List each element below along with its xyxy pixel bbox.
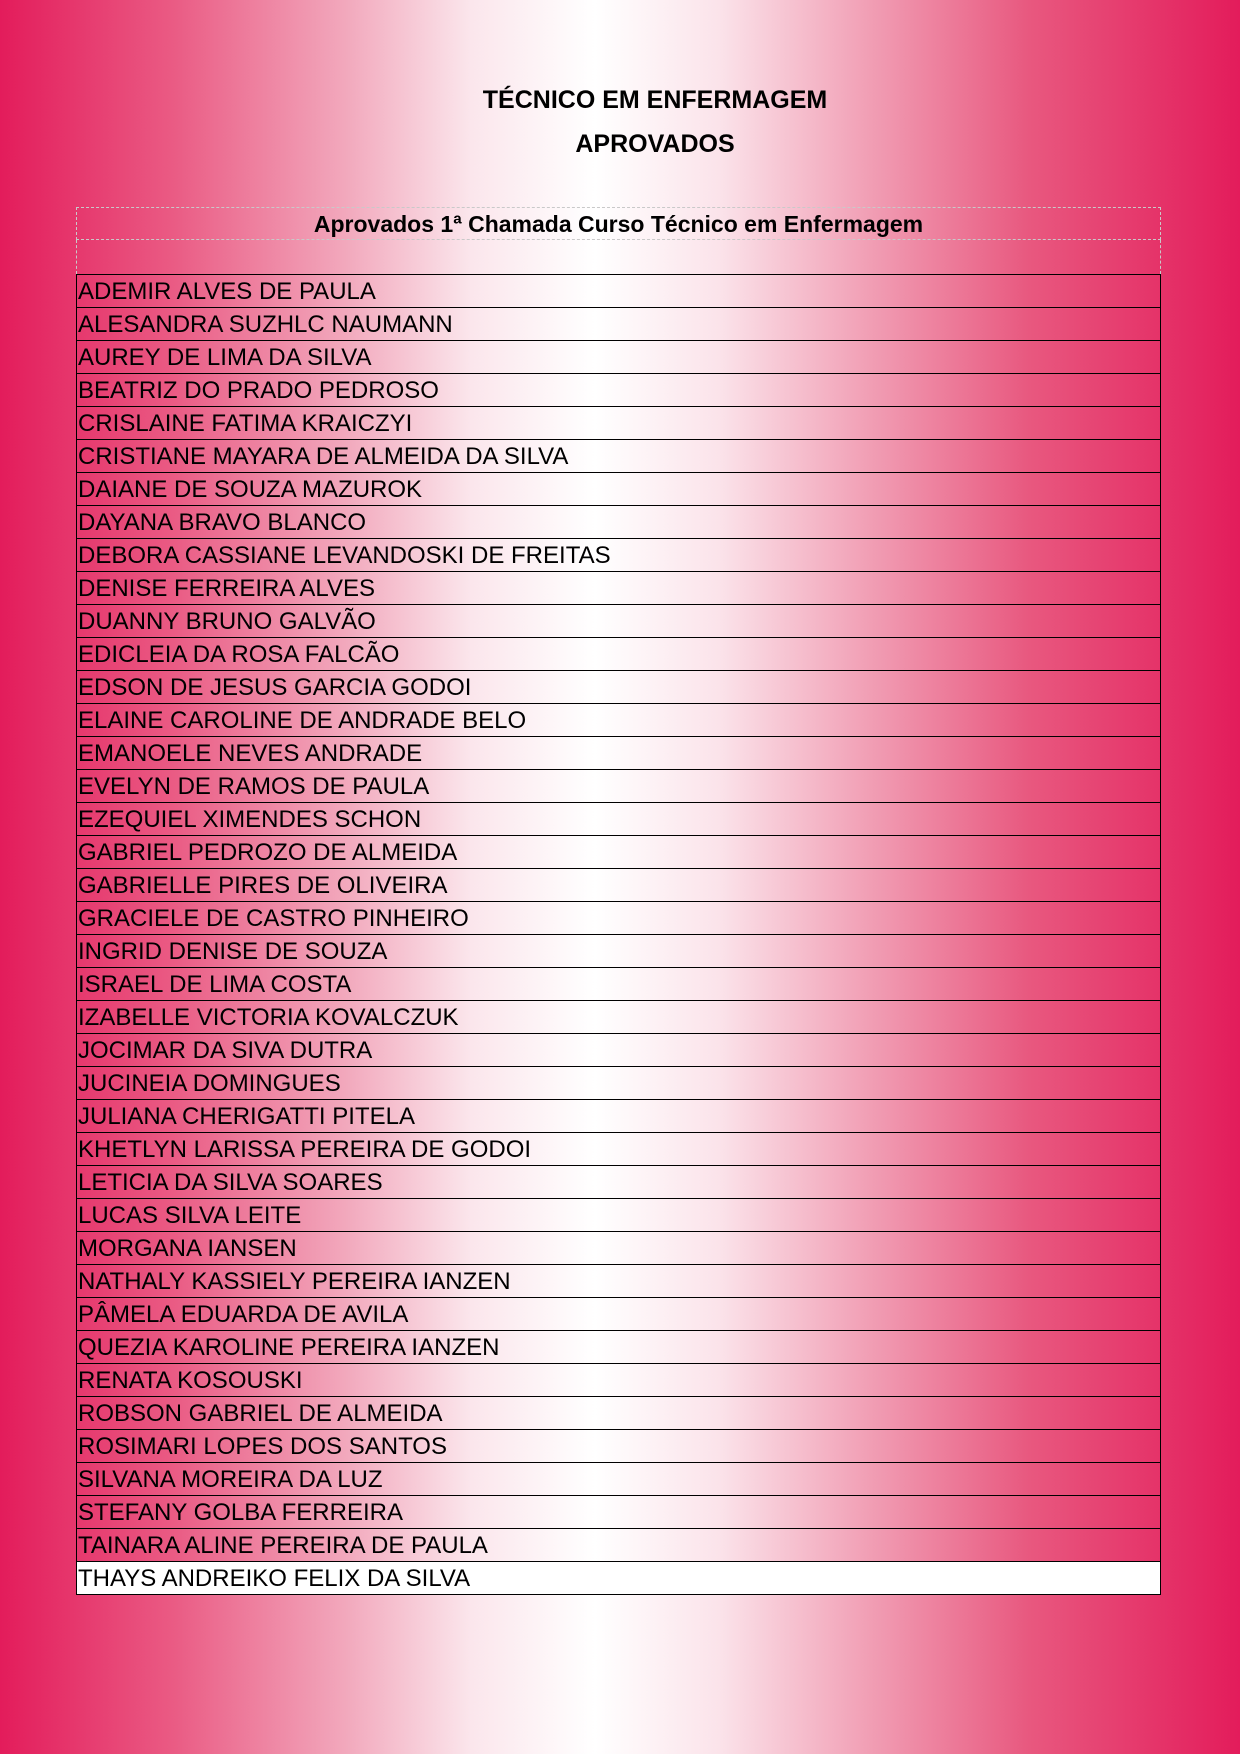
table-row: GRACIELE DE CASTRO PINHEIRO [77, 902, 1160, 935]
table-row: GABRIEL PEDROZO DE ALMEIDA [77, 836, 1160, 869]
table-row: DAIANE DE SOUZA MAZUROK [77, 473, 1160, 506]
table-row: ALESANDRA SUZHLC NAUMANN [77, 308, 1160, 341]
table-row: THAYS ANDREIKO FELIX DA SILVA [77, 1562, 1160, 1595]
table-row: TAINARA ALINE PEREIRA DE PAULA [77, 1529, 1160, 1562]
table-rows [76, 274, 1161, 1595]
table-row: SILVANA MOREIRA DA LUZ [77, 1463, 1160, 1496]
table-row: DENISE FERREIRA ALVES [77, 572, 1160, 605]
table-row: ROSIMARI LOPES DOS SANTOS [77, 1430, 1160, 1463]
table-row: QUEZIA KAROLINE PEREIRA IANZEN [77, 1331, 1160, 1364]
table-row: LUCAS SILVA LEITE [77, 1199, 1160, 1232]
table-row: EZEQUIEL XIMENDES SCHON [77, 803, 1160, 836]
table-row: ADEMIR ALVES DE PAULA [77, 275, 1160, 308]
table-row: CRISLAINE FATIMA KRAICZYI [77, 407, 1160, 440]
approved-table [76, 207, 1161, 1595]
table-row: DAYANA BRAVO BLANCO [77, 506, 1160, 539]
table-row: ISRAEL DE LIMA COSTA [77, 968, 1160, 1001]
table-row: JULIANA CHERIGATTI PITELA [77, 1100, 1160, 1133]
table-row: ROBSON GABRIEL DE ALMEIDA [77, 1397, 1160, 1430]
table-row: EVELYN DE RAMOS DE PAULA [77, 770, 1160, 803]
table-row: STEFANY GOLBA FERREIRA [77, 1496, 1160, 1529]
table-row: GABRIELLE PIRES DE OLIVEIRA [77, 869, 1160, 902]
title-block [0, 78, 1240, 166]
table-row: RENATA KOSOUSKI [77, 1364, 1160, 1397]
table-row: BEATRIZ DO PRADO PEDROSO [77, 374, 1160, 407]
table-row: EDSON DE JESUS GARCIA GODOI [77, 671, 1160, 704]
table-row: LETICIA DA SILVA SOARES [77, 1166, 1160, 1199]
table-row: CRISTIANE MAYARA DE ALMEIDA DA SILVA [77, 440, 1160, 473]
table-row: INGRID DENISE DE SOUZA [77, 935, 1160, 968]
header-spacer [76, 240, 1161, 274]
document-subtitle: APROVADOS [575, 130, 735, 158]
table-row: AUREY DE LIMA DA SILVA [77, 341, 1160, 374]
table-row: KHETLYN LARISSA PEREIRA DE GODOI [77, 1133, 1160, 1166]
table-header: Aprovados 1ª Chamada Curso Técnico em Enfermagem [76, 207, 1161, 240]
table-row: EMANOELE NEVES ANDRADE [77, 737, 1160, 770]
table-row: IZABELLE VICTORIA KOVALCZUK [77, 1001, 1160, 1034]
table-row: DUANNY BRUNO GALVÃO [77, 605, 1160, 638]
table-row: NATHALY KASSIELY PEREIRA IANZEN [77, 1265, 1160, 1298]
table-row: MORGANA IANSEN [77, 1232, 1160, 1265]
table-row: DEBORA CASSIANE LEVANDOSKI DE FREITAS [77, 539, 1160, 572]
table-row: JUCINEIA DOMINGUES [77, 1067, 1160, 1100]
table-row: JOCIMAR DA SIVA DUTRA [77, 1034, 1160, 1067]
table-row: ELAINE CAROLINE DE ANDRADE BELO [77, 704, 1160, 737]
table-row: PÂMELA EDUARDA DE AVILA [77, 1298, 1160, 1331]
table-row: EDICLEIA DA ROSA FALCÃO [77, 638, 1160, 671]
document-title: TÉCNICO EM ENFERMAGEM [482, 86, 828, 114]
